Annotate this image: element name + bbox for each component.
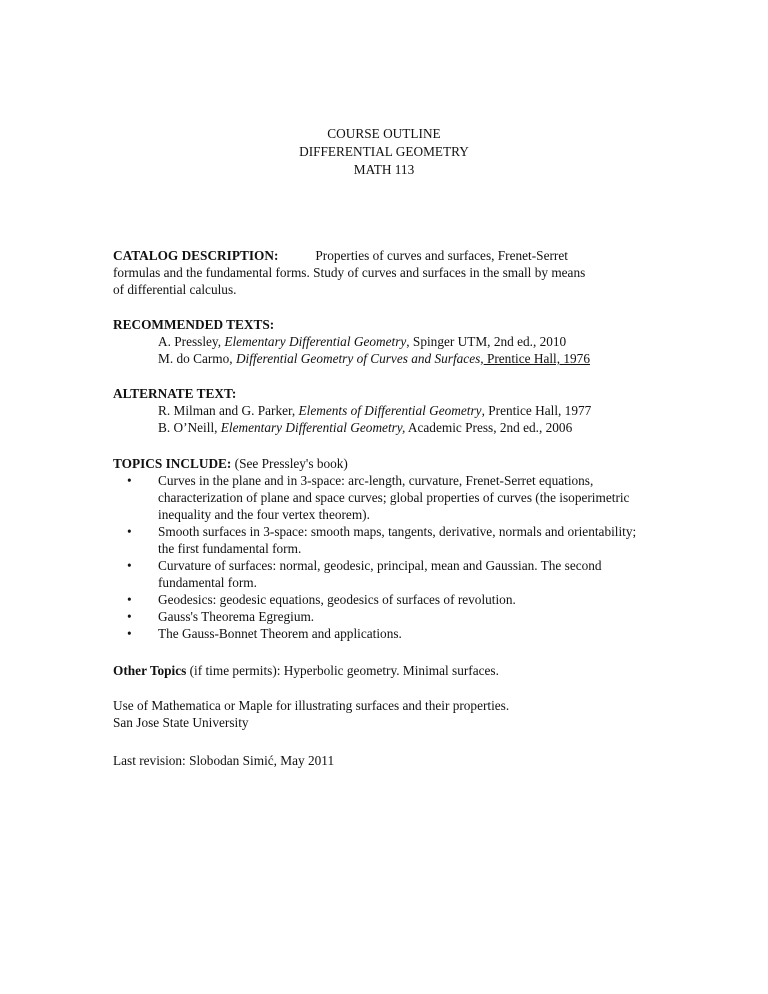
topics-heading: TOPICS INCLUDE: <box>113 456 232 471</box>
university-name: San Jose State University <box>113 715 249 730</box>
recommended-book <box>113 350 653 367</box>
recommended-book <box>113 333 653 350</box>
other-topics-text: (if time permits): Hyperbolic geometry. Minimal surfaces. <box>186 663 499 678</box>
catalog-description-text-2: formulas and the fundamental forms. Study of curves and surfaces in the small by means <box>113 265 586 280</box>
alternate-book <box>113 419 653 436</box>
book-publisher: Prentice Hall, 1976 <box>483 351 590 366</box>
list-item: • The Gauss-Bonnet Theorem and applications. <box>127 626 402 641</box>
catalog-description-label: CATALOG DESCRIPTION: <box>113 248 279 263</box>
course-name-heading: DIFFERENTIAL GEOMETRY <box>299 144 469 159</box>
course-outline-heading: COURSE OUTLINE <box>327 126 441 141</box>
book-author: M. do Carmo, <box>158 351 236 366</box>
list-item: • Curves in the plane and in 3-space: arc-length, curvature, Frenet-Serret equations, characterization of plane and space curves; global properties of curves (the isoperimetric inequality and the four vertex theorem). <box>127 473 630 522</box>
bullet-icon: • <box>127 592 132 607</box>
last-revision: Last revision: Slobodan Simić, May 2011 <box>113 753 335 768</box>
catalog-description-text-1: Properties of curves and surfaces, Frenet-Serret <box>315 248 568 263</box>
bullet-icon: • <box>127 524 132 539</box>
book-title: Elements of Differential Geometry <box>298 403 482 418</box>
other-topics-label: Other Topics <box>113 663 187 678</box>
revision-section <box>113 752 653 769</box>
catalog-description-section <box>113 247 653 298</box>
list-item: • Smooth surfaces in 3-space: smooth maps, tangents, derivative, normals and orientability; the first fundamental form. <box>127 524 637 556</box>
book-author: B. O’Neill, <box>158 420 221 435</box>
topics-list <box>113 472 653 642</box>
course-title-block <box>0 125 768 179</box>
bullet-icon: • <box>127 558 132 573</box>
alternate-text-section <box>113 385 653 436</box>
book-author: A. Pressley, <box>158 334 225 349</box>
book-title: Differential Geometry of Curves and Surfaces, <box>235 351 484 366</box>
book-author: R. Milman and G. Parker, <box>158 403 299 418</box>
other-topics-section <box>113 662 653 679</box>
book-publisher: Academic Press, 2nd ed., 2006 <box>405 420 573 435</box>
list-item: • Gauss's Theorema Egregium. <box>127 609 315 624</box>
book-title: Elementary Differential Geometry <box>224 334 407 349</box>
topics-note: (See Pressley's book) <box>231 456 348 471</box>
alternate-text-heading: ALTERNATE TEXT: <box>113 386 237 401</box>
recommended-texts-heading: RECOMMENDED TEXTS: <box>113 317 275 332</box>
bullet-icon: • <box>127 473 132 488</box>
recommended-texts-section <box>113 316 653 367</box>
book-title: Elementary Differential Geometry, <box>220 420 406 435</box>
software-note: Use of Mathematica or Maple for illustrating surfaces and their properties. <box>113 698 510 713</box>
catalog-description-text-3: of differential calculus. <box>113 282 237 297</box>
topics-section <box>113 455 653 642</box>
list-item: • Curvature of surfaces: normal, geodesic, principal, mean and Gaussian. The second fundamental form. <box>127 558 602 590</box>
book-publisher: , Spinger UTM, 2nd ed., 2010 <box>406 334 567 349</box>
list-item: • Geodesics: geodesic equations, geodesics of surfaces of revolution. <box>127 592 516 607</box>
footer-notes <box>113 697 653 731</box>
alternate-book <box>113 402 653 419</box>
book-publisher: , Prentice Hall, 1977 <box>481 403 592 418</box>
bullet-icon: • <box>127 609 132 624</box>
bullet-icon: • <box>127 626 132 641</box>
course-number-heading: MATH 113 <box>353 162 415 177</box>
